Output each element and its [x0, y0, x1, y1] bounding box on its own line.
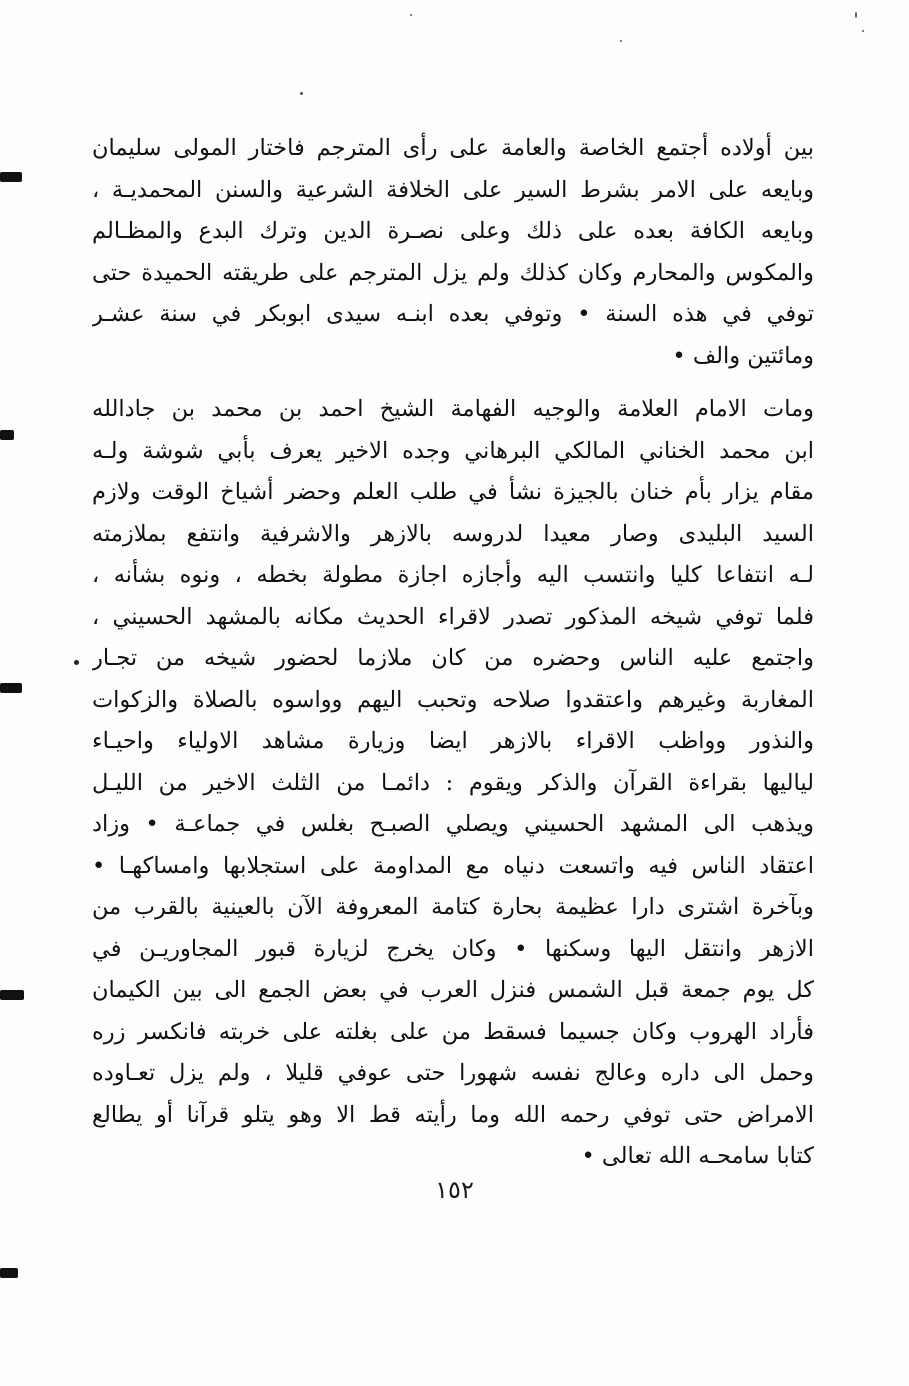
text-line: واجتمع عليه الناس وحضره من كان ملازما لحضور شيخه من تجـار: [92, 645, 814, 671]
body-text: [92, 128, 814, 1178]
scan-speck: [855, 12, 857, 18]
margin-mark: [0, 990, 24, 1000]
text-line: الامراض حتى توفي رحمه الله وما رأيته قط الا وهو يتلو قرآنا أو يطالع: [92, 1101, 814, 1128]
margin-mark: [0, 172, 22, 182]
text-line: والمكوس والمحارم وكان كذلك ولم يزل المترجم على طريقته الحميدة حتى: [92, 259, 814, 286]
text-line: فأراد الهروب وكان جسيما فسقط من على بغلته على خربته فانكسر زره: [92, 1018, 814, 1045]
paragraph: [92, 128, 814, 377]
margin-mark: [0, 1268, 18, 1278]
text-line: ومات الامام العلامة والوجيه الفهامة الشيخ احمد بن محمد بن جادالله: [92, 396, 814, 422]
text-line: ومائتين والف •: [672, 342, 814, 369]
text-line: كل يوم جمعة قبل الشمس فنزل العرب في بعض الجمع الى بين الكيمان: [92, 977, 814, 1003]
text-line: اعتقاد الناس فيه واتسعت دنياه مع المداومة على استجلابها وامساكهـا •: [92, 852, 814, 879]
margin-mark: [0, 683, 22, 693]
text-line: توفي في هذه السنة • وتوفي بعده ابنـه سيدى ابوبكر في سنة عشـر: [92, 301, 814, 327]
scan-speck: [620, 40, 622, 42]
text-line: ويذهب الى المشهد الحسيني ويصلي الصبـح بغلس في جماعـة • وزاد: [92, 811, 814, 837]
text-line: ابن محمد الخناني المالكي البرهاني وجده الاخير يعرف بأبي شوشة ولـه: [92, 437, 814, 464]
text-line: السيد البليدى وصار معيدا لدروسه بالازهر والاشرفية وانتفع بملازمته: [92, 520, 814, 547]
paragraph-gap: [92, 377, 814, 389]
scan-speck: [862, 30, 864, 32]
margin-dot: [74, 660, 79, 665]
margin-mark: [0, 430, 14, 440]
text-line: فلما توفي شيخه المذكور تصدر لاقراء الحديث مكانه بالمشهد الحسيني ،: [92, 603, 814, 630]
text-line: وبآخرة اشترى دارا عظيمة بحارة كتامة المعروفة الآن بالعينية بالقرب من: [92, 894, 814, 920]
text-line: والنذور وواظب الاقراء بالازهر ايضا وزيارة مشاهد الاولياء واحيـاء: [92, 728, 814, 754]
text-line: مقام يزار بأم خنان بالجيزة نشأ في طلب العلم وحضر أشياخ الوقت ولازم: [92, 479, 814, 505]
text-line: لـه انتفاعا كليا وانتسب اليه وأجازه اجازة مطولة بخطه ، ونوه بشأنه ،: [92, 562, 814, 588]
scan-speck: [410, 14, 412, 16]
text-line: لياليها بقراءة القرآن والذكر ويقوم : دائمـا من الثلث الاخير من الليـل: [92, 769, 814, 796]
page-number: ١٥٢: [435, 1176, 474, 1204]
text-line: وحمل الى داره وعالج نفسه شهورا حتى عوفي قليلا ، ولم يزل تعـاوده: [92, 1060, 814, 1086]
paragraph: [92, 389, 814, 1178]
scan-speck: [300, 92, 303, 95]
text-line: المغاربة وغيرهم واعتقدوا صلاحه وتحبب اليهم وواسوه بالصلاة والزكوات: [92, 686, 814, 713]
text-line: وبايعه على الامر بشرط السير على الخلافة الشرعية والسنن المحمديـة ،: [92, 176, 814, 203]
text-line: كتابا سامحـه الله تعالى •: [581, 1143, 814, 1169]
text-line: بين أولاده أجتمع الخاصة والعامة على رأى المترجم فاختار المولى سليمان: [92, 135, 814, 161]
text-line: الازهر وانتقل اليها وسكنها • وكان يخرج لزيارة قبور المجاوريـن في: [92, 935, 814, 962]
text-line: وبايعه الكافة بعده على ذلك وعلى نصـرة الدين وترك البدع والمظـالم: [92, 218, 814, 244]
